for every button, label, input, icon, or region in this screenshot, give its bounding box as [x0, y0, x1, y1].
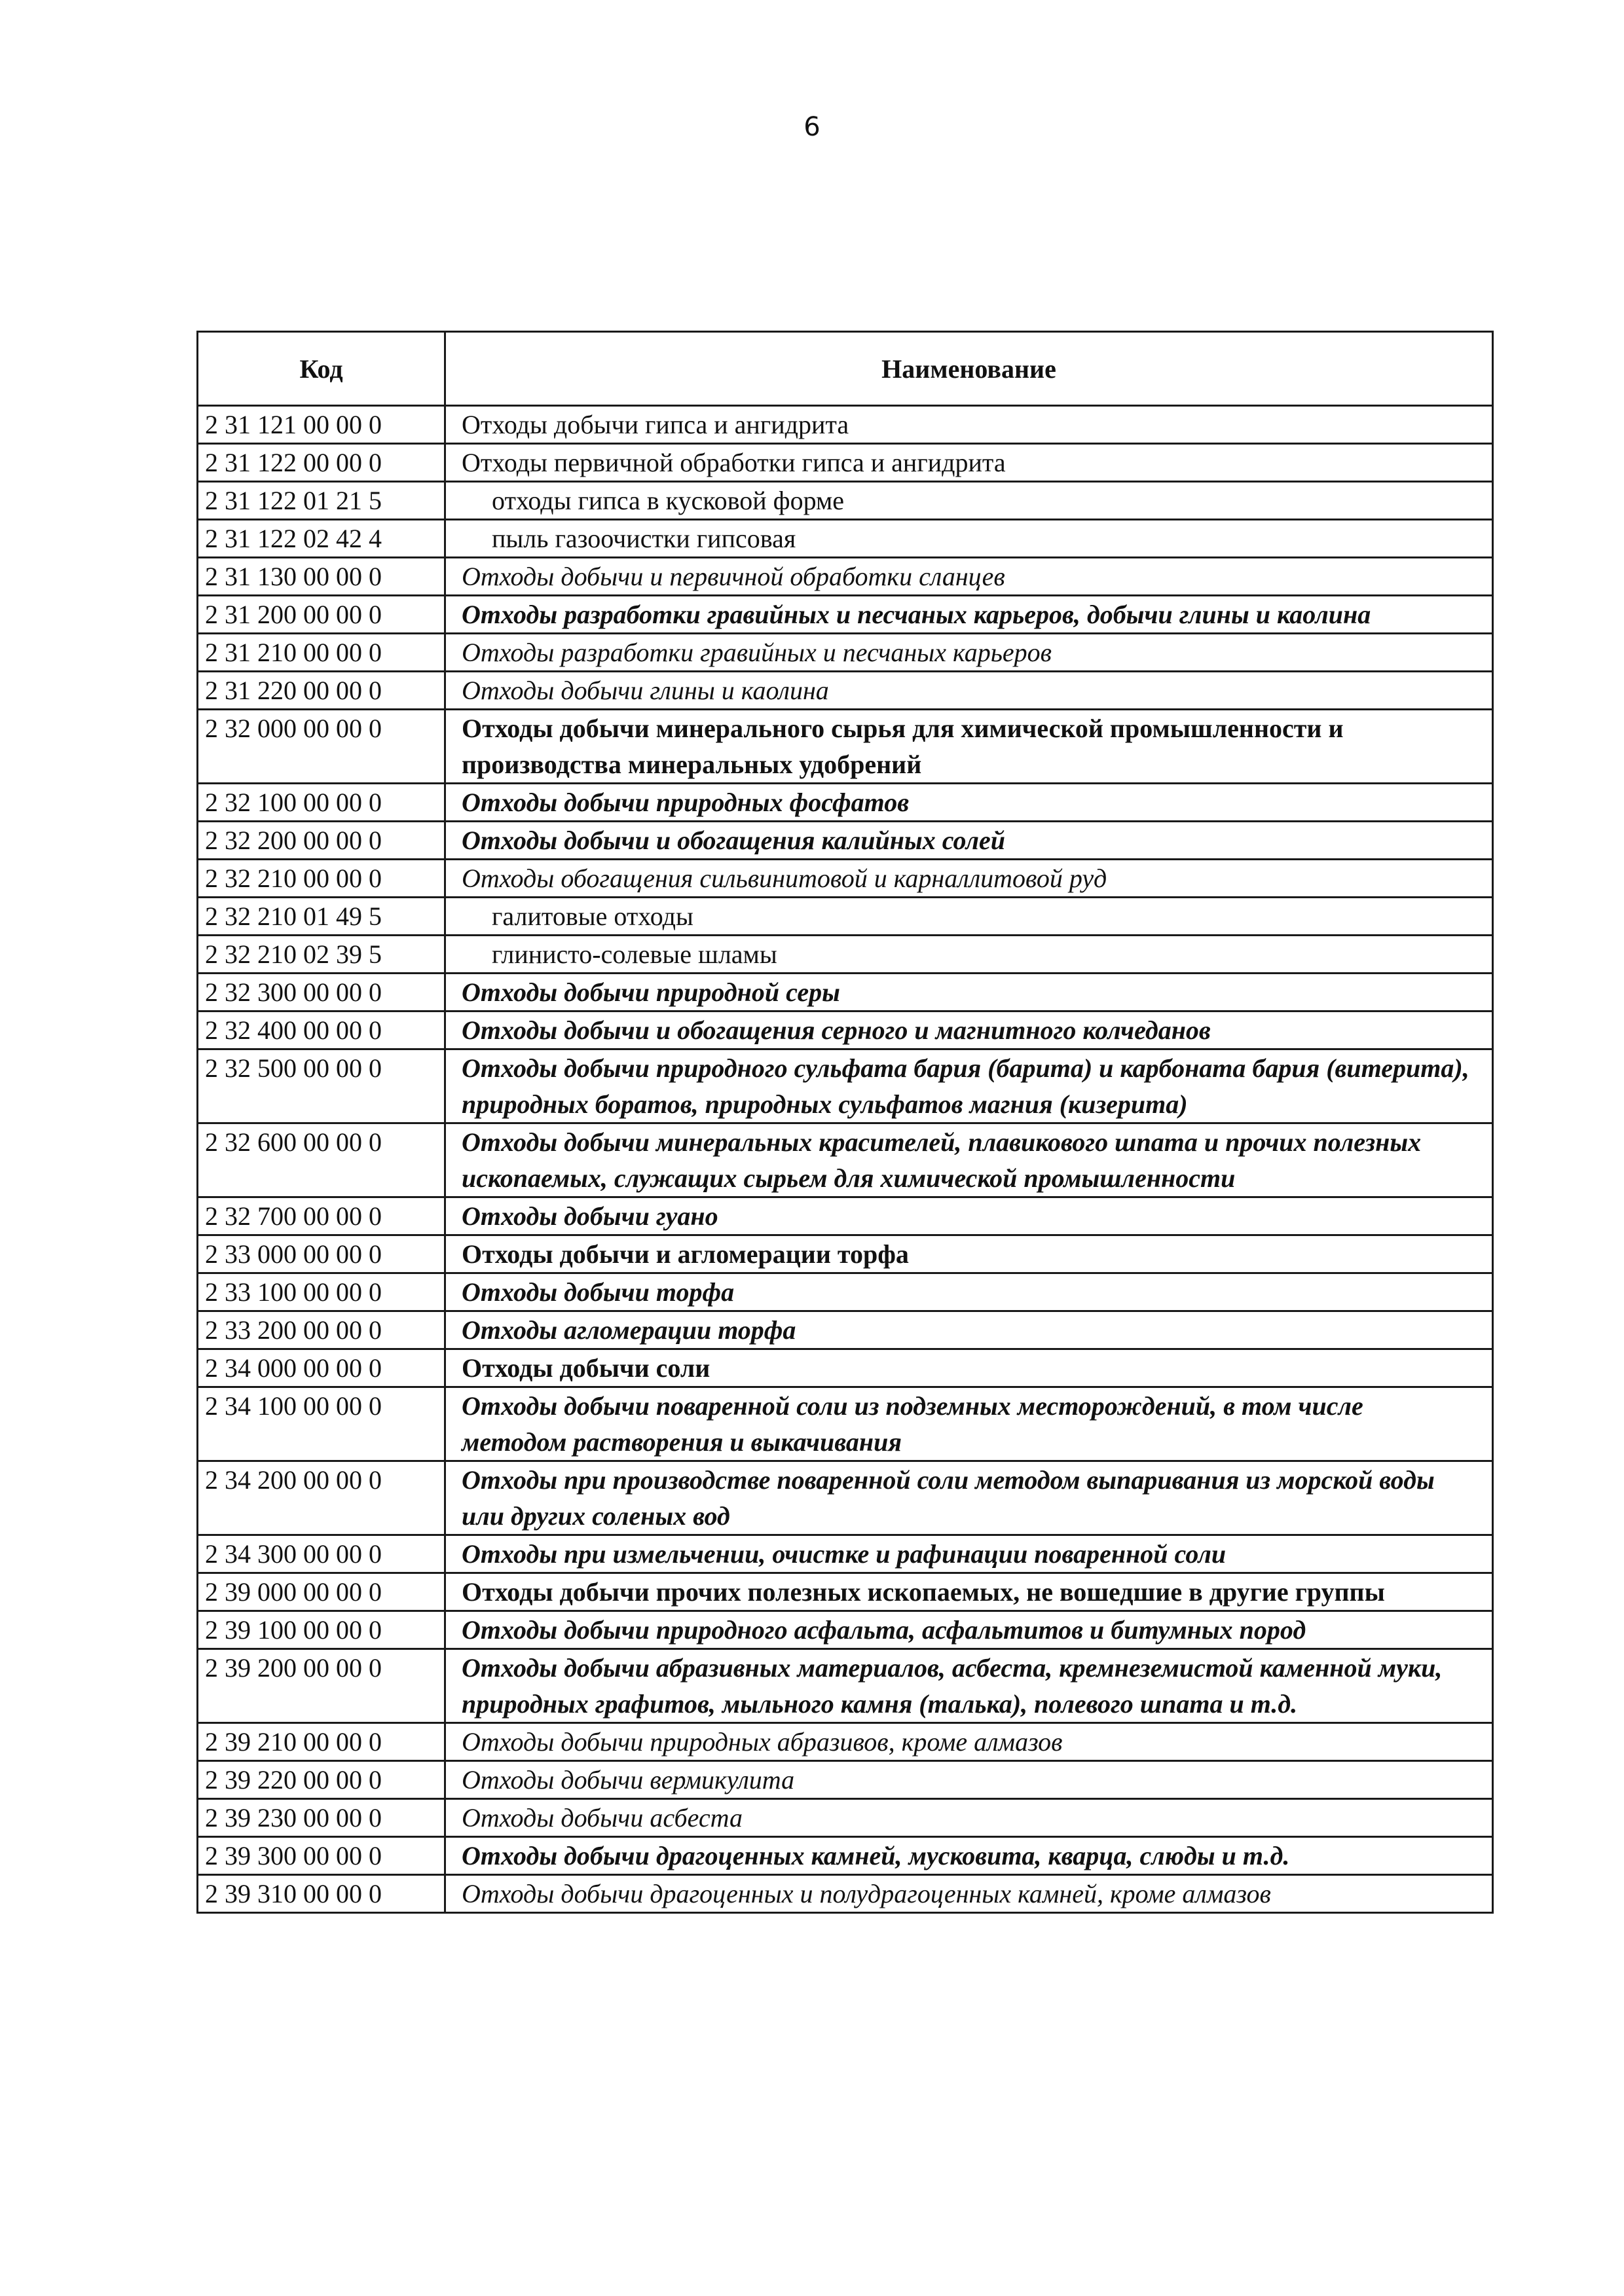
- row-name-cell: Отходы первичной обработки гипса и ангидрита: [445, 444, 1493, 482]
- table-row: [198, 1649, 1493, 1723]
- table-row: [198, 1273, 1493, 1311]
- table-row: [198, 1611, 1493, 1649]
- row-name-cell: Отходы обогащения сильвинитовой и карналлитовой руд: [445, 860, 1493, 898]
- table-row: [198, 1311, 1493, 1349]
- row-code-cell: 2 31 130 00 00 0: [198, 558, 445, 596]
- table-row: [198, 898, 1493, 936]
- row-name-cell: Отходы при производстве поваренной соли методом выпаривания из морской воды или других соленых вод: [445, 1461, 1493, 1535]
- table-row: [198, 974, 1493, 1011]
- row-code-cell: 2 31 122 00 00 0: [198, 444, 445, 482]
- row-name-cell: пыль газоочистки гипсовая: [445, 520, 1493, 558]
- row-name-cell: Отходы при измельчении, очистке и рафинации поваренной соли: [445, 1535, 1493, 1573]
- row-name-cell: Отходы добычи драгоценных и полудрагоценных камней, кроме алмазов: [445, 1875, 1493, 1913]
- row-code-cell: 2 32 300 00 00 0: [198, 974, 445, 1011]
- table-row: [198, 1799, 1493, 1837]
- row-code-cell: 2 32 210 00 00 0: [198, 860, 445, 898]
- row-name-cell: галитовые отходы: [445, 898, 1493, 936]
- row-code-cell: 2 31 122 01 21 5: [198, 482, 445, 520]
- row-name-cell: Отходы добычи природных фосфатов: [445, 784, 1493, 822]
- row-name-cell: Отходы добычи гуано: [445, 1197, 1493, 1235]
- table-body: [198, 406, 1493, 1913]
- row-code-cell: 2 32 210 02 39 5: [198, 936, 445, 974]
- table-row: [198, 1349, 1493, 1387]
- row-code-cell: 2 34 100 00 00 0: [198, 1387, 445, 1461]
- table-row: [198, 596, 1493, 634]
- row-code-cell: 2 32 100 00 00 0: [198, 784, 445, 822]
- row-code-cell: 2 32 000 00 00 0: [198, 710, 445, 784]
- row-code-cell: 2 32 200 00 00 0: [198, 822, 445, 860]
- row-name-cell: Отходы добычи торфа: [445, 1273, 1493, 1311]
- table-row: [198, 822, 1493, 860]
- column-header-name: Наименование: [445, 332, 1493, 406]
- row-name-cell: Отходы добычи вермикулита: [445, 1761, 1493, 1799]
- table-row: [198, 634, 1493, 672]
- row-code-cell: 2 39 200 00 00 0: [198, 1649, 445, 1723]
- row-name-cell: Отходы добычи природного асфальта, асфальтитов и битумных пород: [445, 1611, 1493, 1649]
- row-name-cell: отходы гипса в кусковой форме: [445, 482, 1493, 520]
- table-row: [198, 1011, 1493, 1049]
- row-code-cell: 2 31 200 00 00 0: [198, 596, 445, 634]
- table-row: [198, 1387, 1493, 1461]
- table-row: [198, 672, 1493, 710]
- row-name-cell: Отходы добычи природной серы: [445, 974, 1493, 1011]
- table-row: [198, 1235, 1493, 1273]
- table-row: [198, 936, 1493, 974]
- row-name-cell: глинисто-солевые шламы: [445, 936, 1493, 974]
- row-name-cell: Отходы добычи природного сульфата бария (барита) и карбоната бария (витерита), природных боратов, природных сульфатов магния (кизерита): [445, 1049, 1493, 1123]
- row-code-cell: 2 33 000 00 00 0: [198, 1235, 445, 1273]
- row-name-cell: Отходы разработки гравийных и песчаных карьеров: [445, 634, 1493, 672]
- table-row: [198, 558, 1493, 596]
- row-name-cell: Отходы разработки гравийных и песчаных карьеров, добычи глины и каолина: [445, 596, 1493, 634]
- row-name-cell: Отходы добычи минеральных красителей, плавикового шпата и прочих полезных ископаемых, служащих сырьем для химической промышленности: [445, 1123, 1493, 1197]
- row-code-cell: 2 31 220 00 00 0: [198, 672, 445, 710]
- table-row: [198, 1461, 1493, 1535]
- table-row: [198, 406, 1493, 444]
- table-row: [198, 710, 1493, 784]
- row-name-cell: Отходы добычи и первичной обработки сланцев: [445, 558, 1493, 596]
- row-name-cell: Отходы добычи асбеста: [445, 1799, 1493, 1837]
- table-row: [198, 444, 1493, 482]
- row-name-cell: Отходы добычи и обогащения серного и магнитного колчеданов: [445, 1011, 1493, 1049]
- row-name-cell: Отходы добычи абразивных материалов, асбеста, кремнеземистой каменной муки, природных графитов, мыльного камня (талька), полевого шпата и т.д.: [445, 1649, 1493, 1723]
- table-row: [198, 482, 1493, 520]
- row-name-cell: Отходы добычи поваренной соли из подземных месторождений, в том числе методом растворения и выкачивания: [445, 1387, 1493, 1461]
- row-code-cell: 2 39 100 00 00 0: [198, 1611, 445, 1649]
- row-code-cell: 2 34 300 00 00 0: [198, 1535, 445, 1573]
- row-code-cell: 2 32 210 01 49 5: [198, 898, 445, 936]
- page-number: 6: [803, 112, 821, 142]
- row-code-cell: 2 39 220 00 00 0: [198, 1761, 445, 1799]
- table-row: [198, 1837, 1493, 1875]
- column-header-code: Код: [198, 332, 445, 406]
- row-code-cell: 2 31 121 00 00 0: [198, 406, 445, 444]
- row-name-cell: Отходы добычи глины и каолина: [445, 672, 1493, 710]
- row-code-cell: 2 32 700 00 00 0: [198, 1197, 445, 1235]
- table-header-row: [198, 332, 1493, 406]
- table-row: [198, 860, 1493, 898]
- row-name-cell: Отходы добычи драгоценных камней, мусковита, кварца, слюды и т.д.: [445, 1837, 1493, 1875]
- row-code-cell: 2 32 400 00 00 0: [198, 1011, 445, 1049]
- row-code-cell: 2 33 100 00 00 0: [198, 1273, 445, 1311]
- table-row: [198, 1049, 1493, 1123]
- table-row: [198, 1123, 1493, 1197]
- row-code-cell: 2 34 200 00 00 0: [198, 1461, 445, 1535]
- row-name-cell: Отходы добычи соли: [445, 1349, 1493, 1387]
- table-row: [198, 1573, 1493, 1611]
- row-name-cell: Отходы агломерации торфа: [445, 1311, 1493, 1349]
- row-name-cell: Отходы добычи гипса и ангидрита: [445, 406, 1493, 444]
- table-row: [198, 1723, 1493, 1761]
- row-code-cell: 2 32 500 00 00 0: [198, 1049, 445, 1123]
- row-code-cell: 2 33 200 00 00 0: [198, 1311, 445, 1349]
- row-code-cell: 2 39 310 00 00 0: [198, 1875, 445, 1913]
- row-code-cell: 2 39 230 00 00 0: [198, 1799, 445, 1837]
- row-code-cell: 2 39 300 00 00 0: [198, 1837, 445, 1875]
- table-row: [198, 784, 1493, 822]
- table-row: [198, 1875, 1493, 1913]
- waste-codes-table: [196, 331, 1494, 1914]
- row-name-cell: Отходы добычи и агломерации торфа: [445, 1235, 1493, 1273]
- row-code-cell: 2 34 000 00 00 0: [198, 1349, 445, 1387]
- row-code-cell: 2 31 210 00 00 0: [198, 634, 445, 672]
- row-name-cell: Отходы добычи природных абразивов, кроме алмазов: [445, 1723, 1493, 1761]
- table-row: [198, 1535, 1493, 1573]
- row-code-cell: 2 32 600 00 00 0: [198, 1123, 445, 1197]
- row-code-cell: 2 39 210 00 00 0: [198, 1723, 445, 1761]
- row-name-cell: Отходы добычи минерального сырья для химической промышленности и производства минеральных удобрений: [445, 710, 1493, 784]
- table-row: [198, 1197, 1493, 1235]
- table-row: [198, 1761, 1493, 1799]
- table-row: [198, 520, 1493, 558]
- row-code-cell: 2 39 000 00 00 0: [198, 1573, 445, 1611]
- row-name-cell: Отходы добычи прочих полезных ископаемых, не вошедшие в другие группы: [445, 1573, 1493, 1611]
- row-code-cell: 2 31 122 02 42 4: [198, 520, 445, 558]
- row-name-cell: Отходы добычи и обогащения калийных солей: [445, 822, 1493, 860]
